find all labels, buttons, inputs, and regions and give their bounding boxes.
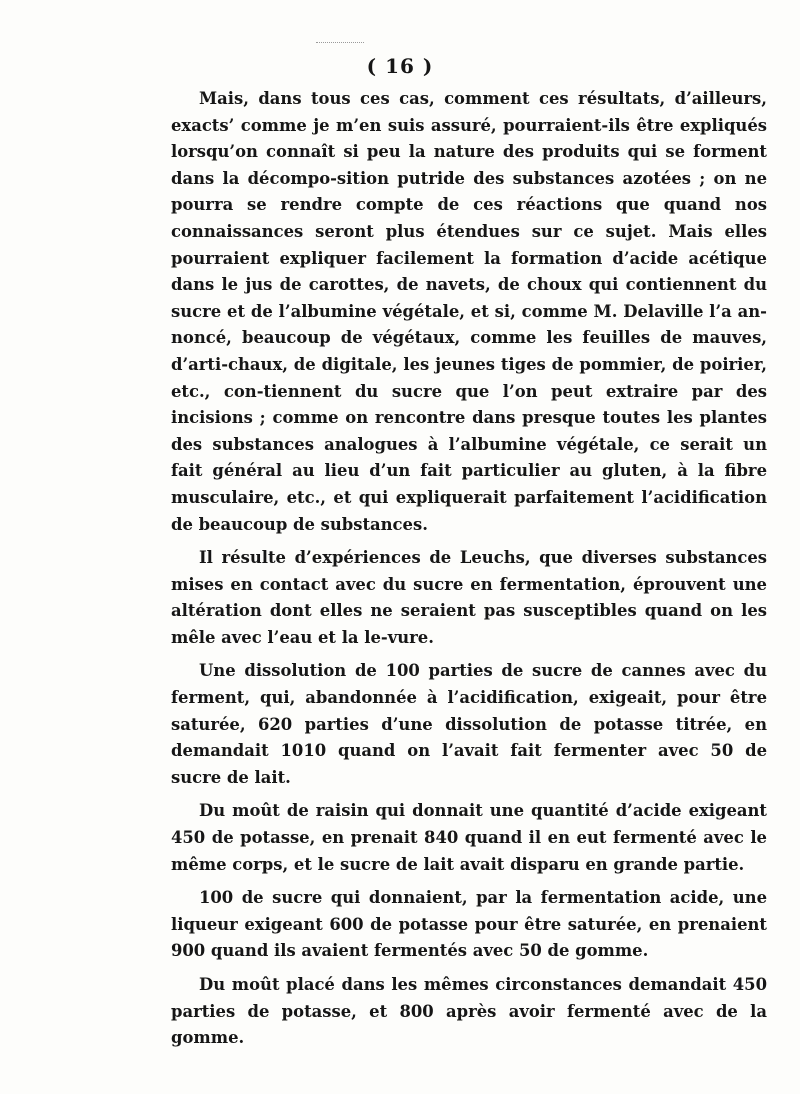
page-number: ( 16 ) xyxy=(366,54,434,78)
paragraph-4: Du moût de raisin qui donnait une quantité d’acide exigeant 450 de potasse, en prenait 840 quand il en eut fermenté avec le même corps, et le sucre de lait avait disparu en grande partie. xyxy=(171,801,767,874)
paragraph-3: Une dissolution de 100 parties de sucre de cannes avec du ferment, qui, abandonnée à l’acidification, exigeait, pour être saturée, 620 parties d’une dissolution de potasse titrée, en demandait 1010 quand on l’avait fait fermenter avec 50 de sucre de lait. xyxy=(171,661,767,787)
paragraph-6: Du moût placé dans les mêmes circonstances demandait 450 parties de potasse, et 800 après avoir fermenté avec de la gomme. xyxy=(171,975,767,1048)
paper-mark xyxy=(316,42,364,45)
paragraph-1: Mais, dans tous ces cas, comment ces résultats, d’ailleurs, exacts’ comme je m’en suis assuré, pourraient-ils être expliqués lorsqu’on connaît si peu la nature des produits qui se forment dans la décompo-sition putride des substances azotées ; on ne pourra se rendre compte de ces réactions que quand nos connaissances seront plus étendues sur ce sujet. Mais elles pourraient expliquer facilement la formation d’acide acétique dans le jus de carottes, de navets, de choux qui contiennent du sucre et de l’albumine végétale, et si, comme M. Delaville l’a an-noncé, beaucoup de végétaux, comme les feuilles de mauves, d’arti-chaux, de digitale, les jeunes tiges de pommier, de poirier, etc., con-tiennent du sucre que l’on peut extraire par des incisions ; comme on rencontre dans presque toutes les plantes des substances analogues à l’albumine végétale, ce serait un fait général au lieu d’un fait particulier au gluten, à la fibre musculaire, etc., et qui expliquerait parfaitement l’acidification de beaucoup de substances. xyxy=(171,89,767,534)
paragraph-5: 100 de sucre qui donnaient, par la fermentation acide, une liqueur exigeant 600 de potasse pour être saturée, en prenaient 900 quand ils avaient fermentés avec 50 de gomme. xyxy=(171,888,767,961)
paragraph-2: Il résulte d’expériences de Leuchs, que diverses substances mises en contact avec du sucre en fermentation, éprouvent une altération dont elles ne seraient pas susceptibles quand on les mêle avec l’eau et la le-vure. xyxy=(171,548,767,647)
body-text xyxy=(171,86,767,1052)
